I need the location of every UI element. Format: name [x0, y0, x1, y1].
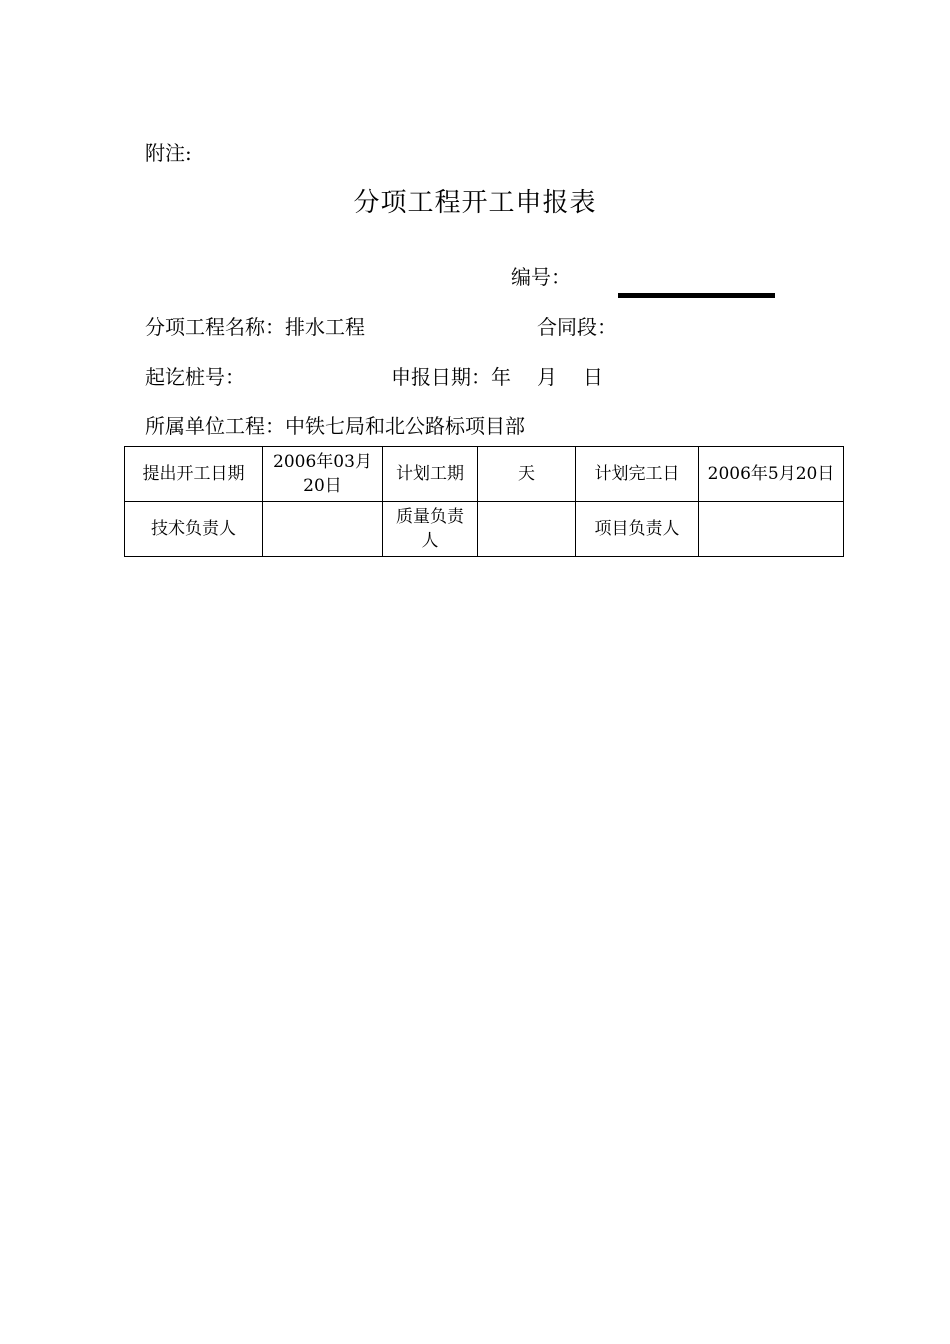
- code-redaction-bar: [618, 293, 775, 298]
- tech-lead-label: 技术负责人: [125, 502, 263, 557]
- info-table: [124, 446, 844, 557]
- plan-finish-value: 2006年5月20日: [699, 447, 844, 502]
- report-date-label: 申报日期：: [391, 365, 491, 389]
- plan-finish-label: 计划完工日: [576, 447, 699, 502]
- code-label: 编号：: [511, 265, 571, 289]
- contract-section-label: 合同段：: [537, 315, 617, 339]
- plan-duration-label: 计划工期: [383, 447, 478, 502]
- project-name: 分项工程名称：排水工程: [145, 315, 365, 339]
- table-row: [125, 502, 844, 557]
- page-title: 分项工程开工申报表: [353, 188, 597, 218]
- report-date-year: 年: [491, 365, 511, 389]
- report-date: [391, 361, 603, 390]
- tech-lead-value: [263, 502, 383, 557]
- table-row: [125, 447, 844, 502]
- project-lead-value: [699, 502, 844, 557]
- project-lead-label: 项目负责人: [576, 502, 699, 557]
- quality-lead-value: [478, 502, 576, 557]
- report-date-day: 日: [583, 365, 603, 389]
- plan-duration-value: 天: [478, 447, 576, 502]
- start-date-label: 提出开工日期: [125, 447, 263, 502]
- pile-number-label: 起讫桩号：: [145, 365, 245, 389]
- unit-project: 所属单位工程：中铁七局和北公路标项目部: [145, 414, 525, 438]
- start-date-value: 2006年03月20日: [263, 447, 383, 502]
- quality-lead-label: 质量负责人: [383, 502, 478, 557]
- note-label: 附注:: [145, 141, 192, 165]
- report-date-month: 月: [537, 365, 557, 389]
